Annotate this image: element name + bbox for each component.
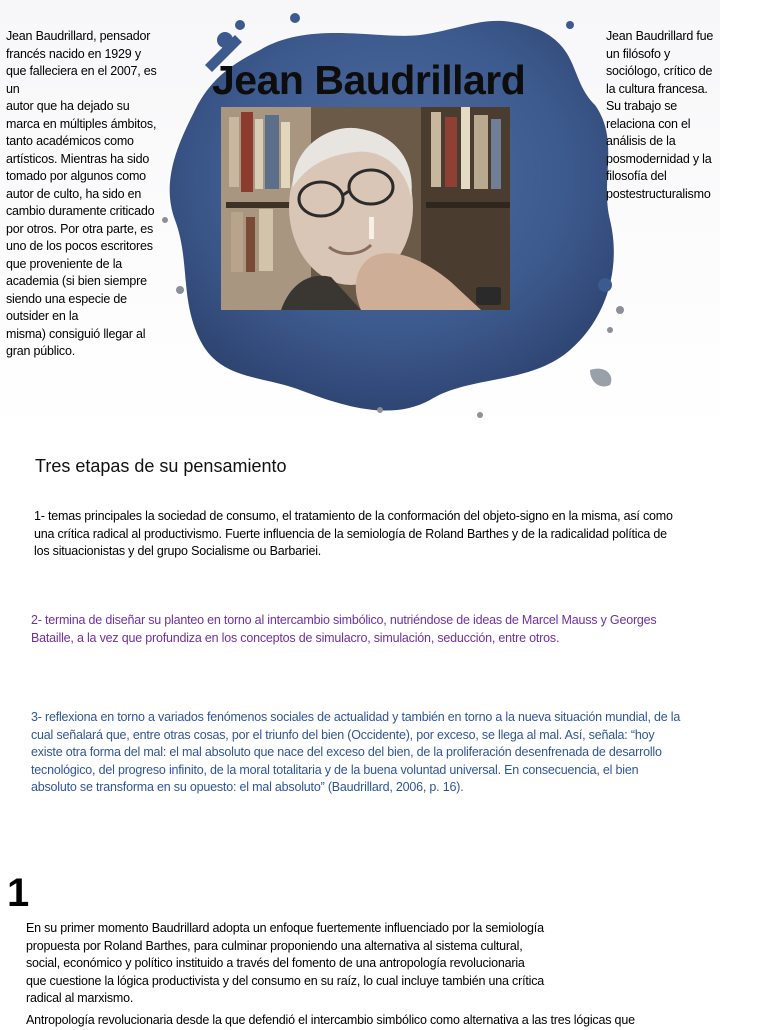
portrait-illustration (221, 107, 510, 310)
part-1-paragraph: En su primer momento Baudrillard adopta un enfoque fuertemente influenciado por la semiología propuesta por Roland Barthes, para culminar proponiendo una alternativa al sistema cultural, social, económico y político instituido a través del fomento de una antropología revolucionaria que cuestione la lógica productivista y del consumo en su raíz, lo cual incluye también una crítica radical al marxismo. (26, 921, 544, 1005)
stage-1-paragraph: 1- temas principales la sociedad de consumo, el tratamiento de la conformación del objeto-signo en la misma, así como una crítica radical al productivismo. Fuerte influencia de la semiología de Roland Barthes y de la radicalidad política de los situacionistas y del grupo Socialisme ou Barbariei. (34, 509, 673, 558)
section-heading-stages: Tres etapas de su pensamiento (35, 456, 287, 476)
page-title: Jean Baudrillard (212, 57, 526, 103)
stage-2-paragraph: 2- termina de diseñar su planteo en torno al intercambio simbólico, nutriéndose de ideas de Marcel Mauss y Georges Bataille, a la vez que profundiza en los conceptos de simulacro, simulación, seducción, entre otros. (31, 613, 657, 645)
stage-3-paragraph: 3- reflexiona en torno a variados fenómenos sociales de actualidad y también en torno a la nueva situación mundial, de la cual señalará que, entre otras cosas, por el triunfo del bien (Occidente), por exceso, se llega al mal. Así, señala: “hoy existe otra forma del mal: el mal absoluto que nace del exceso del bien, de la proliferación desenfrenada de desarrollo tecnológico, del progreso infinito, de la moral totalitaria y de la buena voluntad universal. En consecuencia, el bien absoluto se transforma en su opuesto: el mal absoluto” (Baudrillard, 2006, p. 16). (31, 710, 681, 794)
portrait-photo (221, 107, 510, 310)
part-number: 1 (7, 871, 30, 915)
part-1-continuation: Antropología revolucionaria desde la que defendió el intercambio simbólico como alternativa a las tres lógicas que (26, 1013, 635, 1027)
intro-left-column: Jean Baudrillard, pensador francés nacido en 1929 y que falleciera en el 2007, es un autor que ha dejado su marca en múltiples ámbitos, tanto académicos como artísticos. Mientras ha sido tomado por algunos como autor de culto, ha sido en cambio duramente criticado por otros. Por otra parte, es uno de los pocos escritores que proveniente de la academia (si bien siempre siendo una especie de outsider en la misma) consiguió llegar al gran público. (6, 29, 157, 358)
intro-right-column: Jean Baudrillard fue un filósofo y sociólogo, crítico de la cultura francesa. Su trabajo se relaciona con el análisis de la posmodernidad y la filosofía del postestructuralismo (606, 29, 714, 201)
